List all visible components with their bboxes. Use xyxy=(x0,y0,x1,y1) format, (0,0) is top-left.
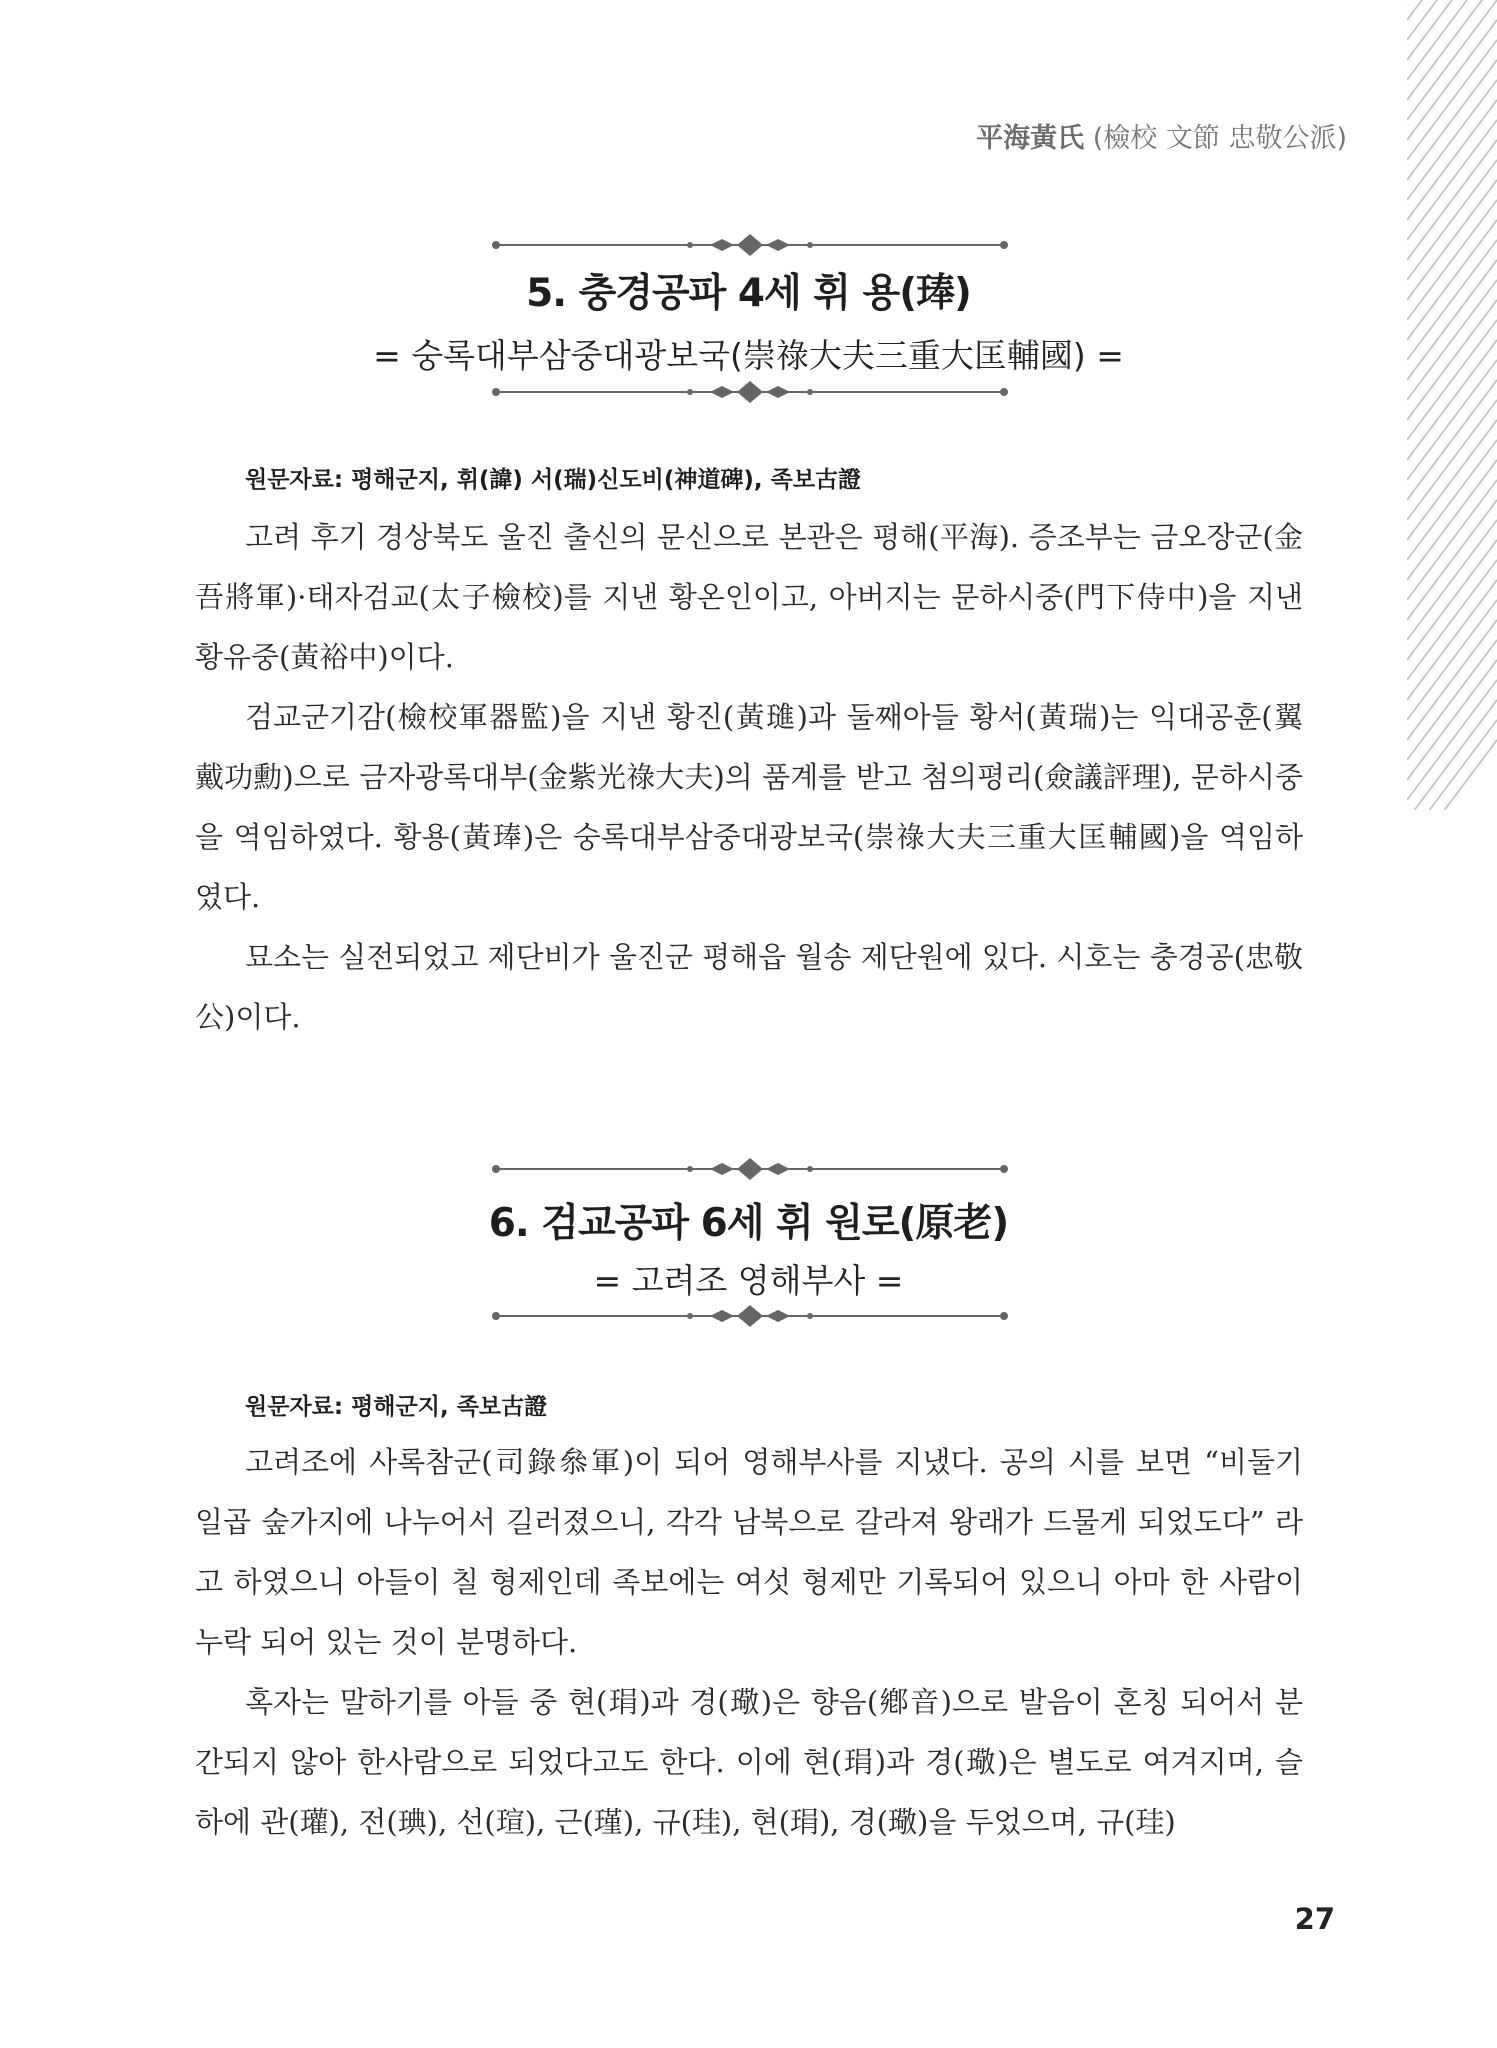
stripe-line xyxy=(1407,40,1497,160)
stripe-line xyxy=(1407,440,1497,560)
stripe-line xyxy=(1407,640,1497,760)
stripe-line xyxy=(1407,80,1497,200)
section-5-source: 원문자료: 평해군지, 휘(諱) 서(瑞)신도비(神道碑), 족보古證 xyxy=(245,467,862,493)
stripe-line xyxy=(1407,540,1497,660)
section-5-title: 5. 충경공파 4세 휘 용(琫) xyxy=(526,271,971,316)
stripe-line xyxy=(1407,620,1497,740)
stripe-line xyxy=(1407,660,1497,780)
stripe-line xyxy=(1407,0,1497,60)
stripe-line xyxy=(1407,100,1497,220)
stripe-line xyxy=(1407,400,1497,520)
section-6-subtitle: = 고려조 영해부사 = xyxy=(593,1261,904,1300)
decorative-stripes xyxy=(1407,0,1497,810)
ornament-divider xyxy=(490,232,1010,258)
section-5-body xyxy=(195,507,1303,1047)
ornament-divider xyxy=(490,1303,1010,1329)
stripe-line xyxy=(1407,20,1497,140)
stripe-line xyxy=(1407,480,1497,600)
stripe-line xyxy=(1407,720,1497,810)
stripe-line xyxy=(1407,60,1497,180)
section-6-body xyxy=(195,1432,1303,1852)
ornament-divider xyxy=(490,379,1010,405)
section-5-subtitle: = 숭록대부삼중대광보국(崇祿大夫三重大匡輔國) = xyxy=(373,336,1124,375)
section-6-title: 6. 검교공파 6세 휘 원로(原老) xyxy=(488,1201,1009,1246)
stripe-line xyxy=(1407,0,1497,100)
stripe-line xyxy=(1407,420,1497,540)
paragraph: 혹자는 말하기를 아들 중 현(琄)과 경(璥)은 향음(鄕音)으로 발음이 혼칭 되어서 분간되지 않아 한사람으로 되었다고도 한다. 이에 현(琄)과 경(璥)은 별도로 여겨지며, 슬하에 관(瓘), 전(琠), 선(瑄), 근(瑾), 규(珪), 현(琄), 경(璥)을 두었으며, 규(珪) xyxy=(195,1685,1303,1839)
stripe-line xyxy=(1407,520,1497,640)
stripe-line xyxy=(1407,740,1497,810)
stripe-line xyxy=(1407,560,1497,680)
stripe-line xyxy=(1407,680,1497,800)
stripe-line xyxy=(1407,600,1497,720)
section-6-source: 원문자료: 평해군지, 족보古證 xyxy=(245,1394,548,1420)
stripe-line xyxy=(1407,120,1497,240)
stripe-line xyxy=(1407,460,1497,580)
paragraph: 고려 후기 경상북도 울진 출신의 문신으로 본관은 평해(平海). 증조부는 금오장군(金吾將軍)·태자검교(太子檢校)를 지낸 황온인이고, 아버지는 문하시중(門下侍中)을 지낸 황유중(黃裕中)이다. xyxy=(195,520,1303,674)
paragraph: 고려조에 사록참군(司錄叅軍)이 되어 영해부사를 지냈다. 공의 시를 보면 “비둘기 일곱 숲가지에 나누어서 길러졌으니, 각각 남북으로 갈라져 왕래가 드물게 되었도다” 라고 하였으니 아들이 칠 형제인데 족보에는 여섯 형제만 기록되어 있으니 아마 한 사람이 누락 되어 있는 것이 분명하다. xyxy=(195,1445,1303,1659)
stripe-line xyxy=(1407,700,1497,810)
stripe-line xyxy=(1407,500,1497,620)
paragraph: 검교군기감(檢校軍器監)을 지낸 황진(黃璡)과 둘째아들 황서(黃瑞)는 익대공훈(翼戴功勳)으로 금자광록대부(金紫光祿大夫)의 품계를 받고 첨의평리(僉議評理), 문하시중을 역임하였다. 황용(黃琫)은 숭록대부삼중대광보국(崇祿大夫三重大匡輔國)을 역임하였다. xyxy=(195,700,1303,914)
running-head-clan: 平海黃氏 xyxy=(976,123,1085,154)
running-head xyxy=(976,116,1347,155)
stripe-line xyxy=(1407,380,1497,500)
ornament-divider xyxy=(490,1156,1010,1182)
stripe-line xyxy=(1407,580,1497,700)
stripe-line xyxy=(1407,140,1497,260)
running-head-branch: (檢校 文節 忠敬公派) xyxy=(1092,123,1347,154)
stripe-line xyxy=(1407,0,1497,120)
stripe-line xyxy=(1407,360,1497,480)
page-number: 27 xyxy=(1294,1902,1335,1936)
paragraph: 묘소는 실전되었고 제단비가 울진군 평해읍 월송 제단원에 있다. 시호는 충경공(忠敬公)이다. xyxy=(195,940,1303,1034)
